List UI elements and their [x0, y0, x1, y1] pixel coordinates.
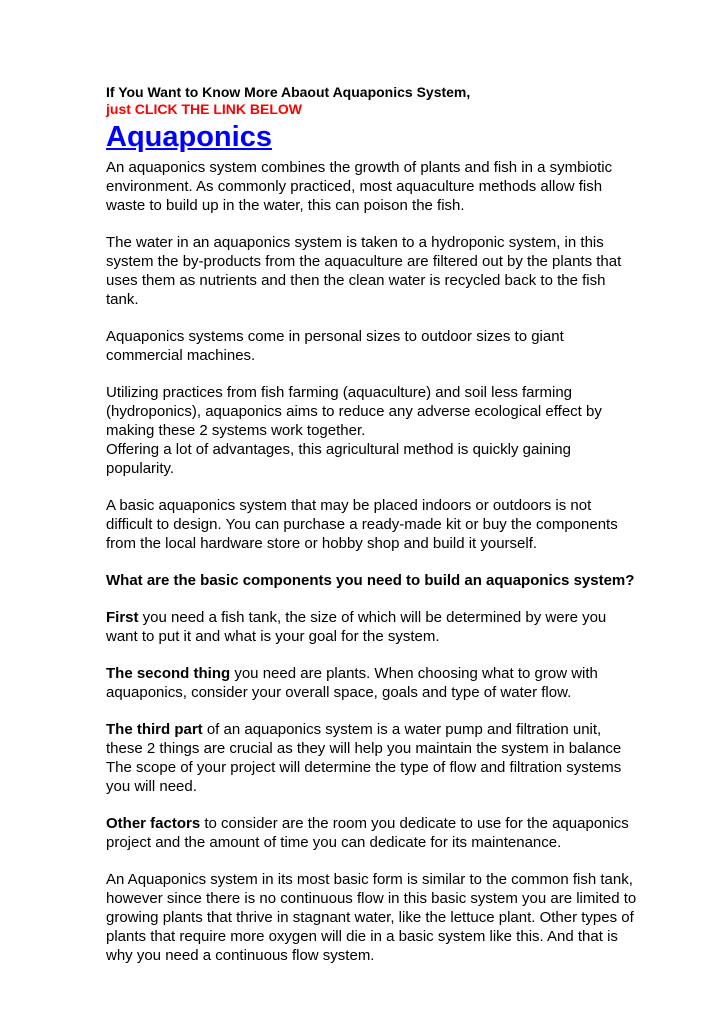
paragraph-first	[106, 608, 640, 646]
third-text: of an aquaponics system is a water pump and filtration unit, these 2 things are crucial as they will help you maintain the system in balance The scope of your project will determine the type of flow and filtration systems you will need.	[106, 721, 622, 795]
second-label: The second thing	[106, 665, 231, 682]
document-page	[106, 84, 640, 983]
first-text: you need a fish tank, the size of which will be determined by were you want to put it and what is your goal for the system.	[106, 609, 607, 645]
paragraph-sizes: Aquaponics systems come in personal sizes to outdoor sizes to giant commercial machines.	[106, 328, 564, 364]
paragraph-intro: An aquaponics system combines the growth of plants and fish in a symbiotic environment. As commonly practiced, most aquaculture methods allow fish waste to build up in the water, this can poison the fish.	[106, 159, 613, 214]
aquaponics-link[interactable]: Aquaponics	[106, 121, 272, 153]
paragraph-continuous-flow: An Aquaponics system in its most basic form is similar to the common fish tank, however since there is no continuous flow in this basic system you are limited to growing plants that thrive in stagnant water, like the lettuce plant. Other types of plants that require more oxygen will die in a basic system like this. And that is why you need a continuous flow system.	[106, 871, 637, 964]
paragraph-basic-system: A basic aquaponics system that may be placed indoors or outdoors is not difficult to design. You can purchase a ready-made kit or buy the components from the local hardware store or hobby shop and build it yourself.	[106, 497, 618, 552]
other-text: to consider are the room you dedicate to use for the aquaponics project and the amount of time you can dedicate for its maintenance.	[106, 815, 629, 851]
paragraph-other	[106, 814, 640, 852]
other-label: Other factors	[106, 815, 201, 832]
paragraph-third	[106, 720, 640, 796]
intro-call-to-action: just CLICK THE LINK BELOW	[106, 101, 302, 117]
paragraph-practices: Utilizing practices from fish farming (aquaculture) and soil less farming (hydroponics), aquaponics aims to reduce any adverse ecological effect by making these 2 systems work together.	[106, 384, 602, 439]
third-label: The third part	[106, 721, 203, 738]
first-label: First	[106, 609, 139, 626]
intro-heading: If You Want to Know More Abaout Aquaponics System,	[106, 84, 471, 100]
paragraph-water-system: The water in an aquaponics system is taken to a hydroponic system, in this system the by-products from the aquaculture are filtered out by the plants that uses them as nutrients and then the clean water is recycled back to the fish tank.	[106, 234, 622, 308]
paragraph-advantages: Offering a lot of advantages, this agricultural method is quickly gaining popularity.	[106, 441, 571, 477]
second-text: you need are plants. When choosing what to grow with aquaponics, consider your overall space, goals and type of water flow.	[106, 665, 598, 701]
paragraph-second	[106, 664, 640, 702]
question-heading: What are the basic components you need to build an aquaponics system?	[106, 572, 635, 589]
